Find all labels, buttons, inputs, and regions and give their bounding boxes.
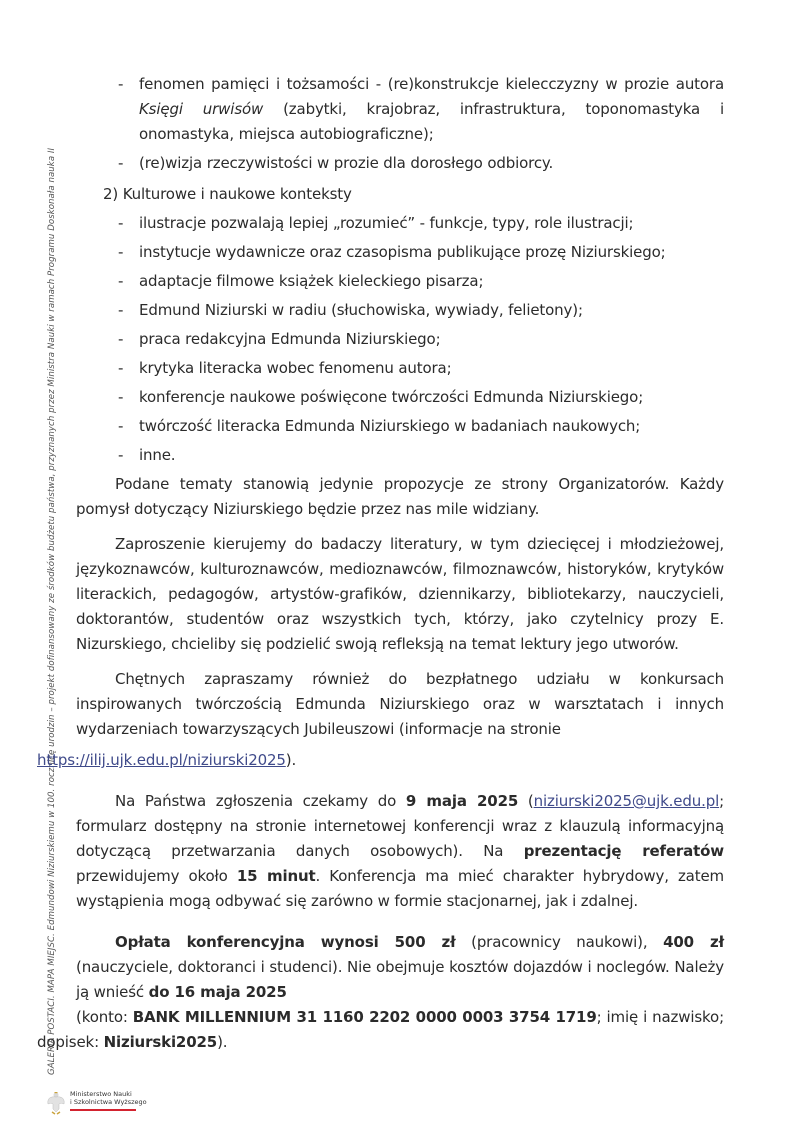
list-item-text: Edmund Niziurski w radiu (słuchowiska, wywiady, felietony); [139,301,583,319]
list-item-text: instytucje wydawnicze oraz czasopisma publikujące prozę Niziurskiego; [139,243,666,261]
dash-bullet: - [118,243,124,261]
book-title: Księgi urwisów [139,100,264,118]
ministry-logo [46,1090,147,1116]
dash-bullet: - [118,388,124,406]
list-item-text: adaptacje filmowe książek kieleckiego pisarza; [139,272,484,290]
list-item-text: ilustracje pozwalają lepiej „rozumieć” - funkcje, typy, role ilustracji; [139,214,634,232]
list-item [76,356,724,381]
dash-bullet: - [118,214,124,232]
paragraph-invitation: Zaproszenie kierujemy do badaczy literatury, w tym dziecięcej i młodzieżowej, językoznawców, kulturoznawców, medioznawców, filmoznawców, historyków, krytyków literackich, pedagogów, artystów-grafików, dziennikarzy, bibliotekarzy, nauczycieli, doktorantów, studentów oraz wszystkich tych, którzy, jako czytelnicy prozy E. Nizurskiego, chcieliby się podzielić swoją refleksją na temat lektury jego utworów. [76,535,724,653]
list-item [76,72,724,147]
list-item [76,298,724,323]
polish-eagle-icon [46,1090,66,1116]
list-item [76,269,724,294]
ministry-name: Ministerstwo Nauki i Szkolnictwa Wyższego [70,1090,147,1106]
list-item-text: konferencje naukowe poświęcone twórczości Edmunda Niziurskiego; [139,388,644,406]
dash-bullet: - [118,154,124,172]
logo-red-line [70,1109,136,1111]
list-item-text: (re)wizja rzeczywistości w prozie dla dorosłego odbiorcy. [139,154,554,172]
dash-bullet: - [118,75,124,93]
list-item [76,443,724,468]
paragraph-contests: Chętnych zapraszamy również do bezpłatnego udziału w konkursach inspirowanych twórczością Edmunda Niziurskiego oraz w warsztatach i innych wydarzeniach towarzyszących Jubileuszowi (informacje na stronie https://ilij.ujk.edu.pl/niziurski2025). [76,667,724,773]
section-heading: 2) Kulturowe i naukowe konteksty [103,185,352,203]
list-item-text: twórczość literacka Edmunda Niziurskiego w badaniach naukowych; [139,417,641,435]
dash-bullet: - [118,417,124,435]
list-item [76,385,724,410]
paragraph-topics: Podane tematy stanowią jedynie propozycje ze strony Organizatorów. Każdy pomysł dotyczący Niziurskiego będzie przez nas mile widziany. [76,475,724,518]
list-item [76,327,724,352]
list-item-text: krytyka literacka wobec fenomenu autora; [139,359,452,377]
dash-bullet: - [118,330,124,348]
list-item [76,240,724,265]
list-item [76,414,724,439]
conference-website-link[interactable]: https://ilij.ujk.edu.pl/niziurski2025 [37,751,286,769]
dash-bullet: - [118,301,124,319]
list-item [76,151,724,176]
dash-bullet: - [118,359,124,377]
dash-bullet: - [118,272,124,290]
paragraph-submissions: Na Państwa zgłoszenia czekamy do 9 maja 2025 (niziurski2025@ujk.edu.pl; formularz dostępny na stronie internetowej konferencji wraz z klauzulą informacyjną dotyczącą przetwarzania danych osobowych). Na prezentację referatów przewidujemy około 15 minut. Konferencja ma mieć charakter hybrydowy, zatem wystąpienia mogą odbywać się zarówno w formie stacjonarnej, jak i zdalnej. [76,792,725,910]
list-item-text: inne. [139,446,176,464]
dash-bullet: - [118,446,124,464]
list-item [76,211,724,236]
paragraph-fee: Opłata konferencyjna wynosi 500 zł (pracownicy naukowi), 400 zł (nauczyciele, doktoranci i studenci). Nie obejmuje kosztów dojazdów i noclegów. Należy ją wnieść do 16 maja 2025 (konto: BANK MILLENNIUM 31 1160 2202 0000 0003 3754 1719; imię i nazwisko; dopisek: Niziurski2025). [37,933,724,1051]
list-item-text: fenomen pamięci i tożsamości - (re)konstrukcje kielecczyzny w prozie autora Księgi urwisów (zabytki, krajobraz, infrastruktura, toponomastyka i onomastyka, miejsca autobiograficzne); [139,75,725,143]
funding-note-vertical: GALERIA POSTACI. MAPA MIEJSC. Edmundowi Niziurskiemu w 100. rocznicę urodzin – projekt dofinansowany ze środków budżetu państwa, przyznanych przez Ministra Nauki w ramach Programu Doskonała nauka II [47,147,57,1075]
list-item-text: praca redakcyjna Edmunda Niziurskiego; [139,330,441,348]
contact-email-link[interactable]: niziurski2025@ujk.edu.pl [533,792,720,810]
